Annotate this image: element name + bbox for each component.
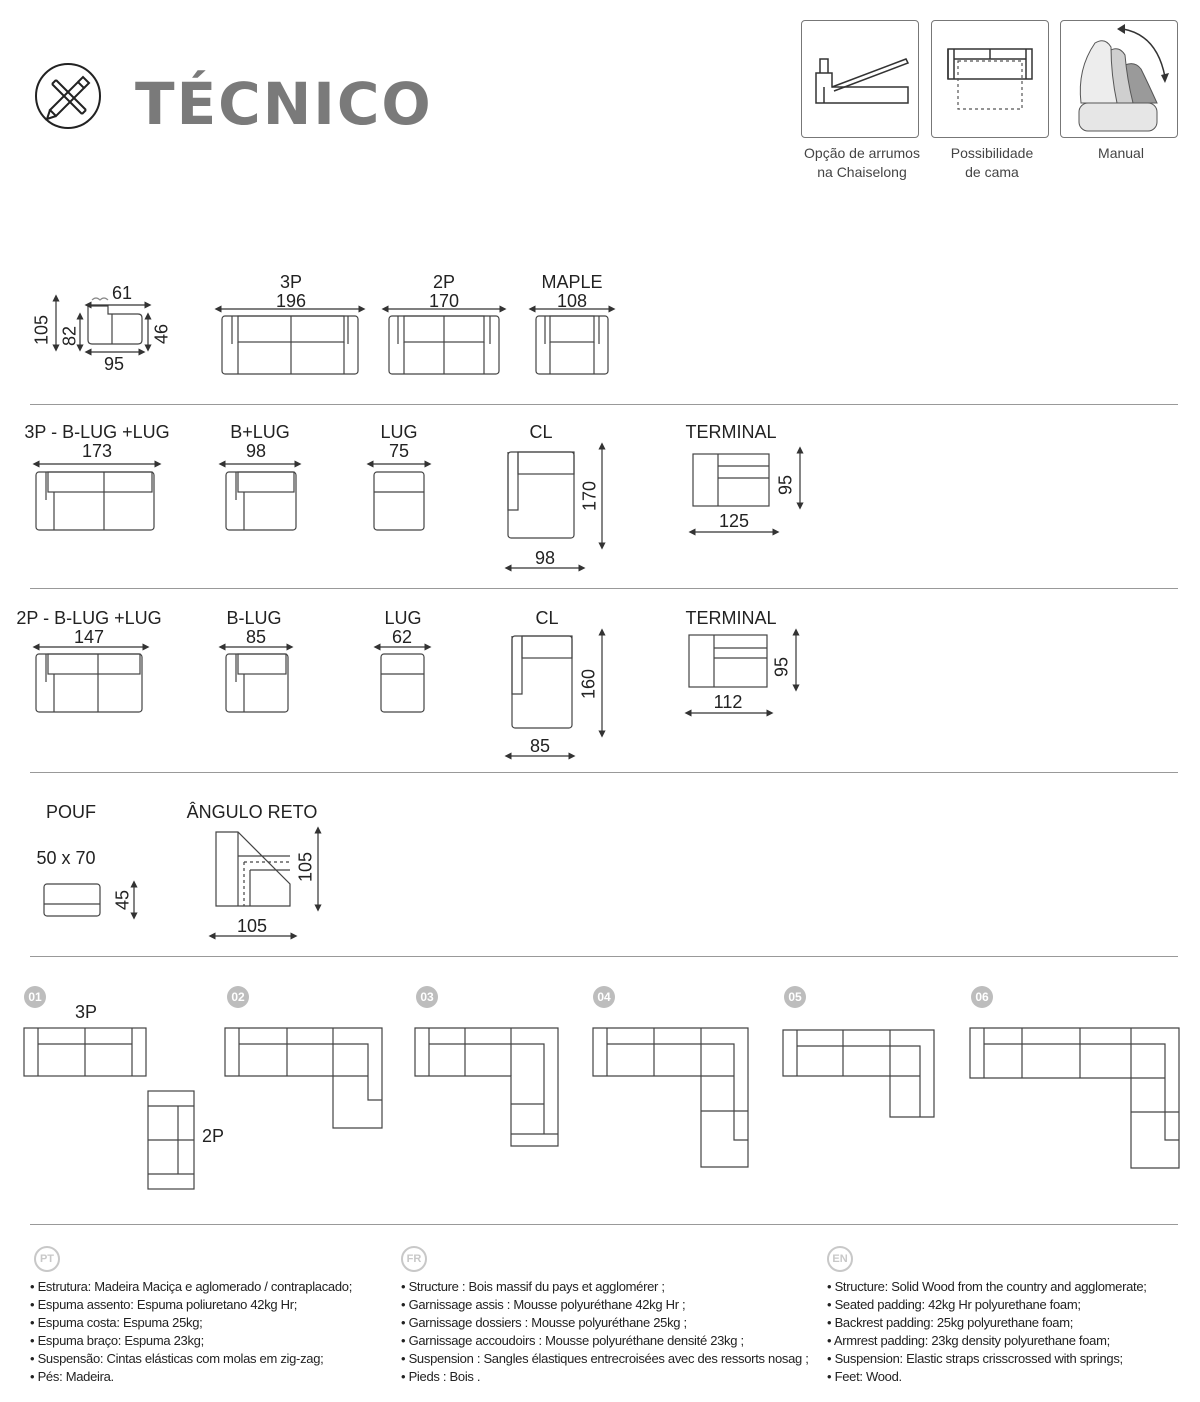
item-lug-name: LUG <box>380 422 418 442</box>
item-cl-width: 98 <box>534 548 556 568</box>
b-lug-85-drawing <box>226 654 288 712</box>
chaiselong-160-drawing <box>512 636 572 728</box>
config-number-02: 02 <box>227 986 249 1008</box>
item-b-lug-85-name: B-LUG <box>226 608 282 628</box>
spec-line: • Structure : Bois massif du pays et agglomérer ; <box>401 1279 665 1294</box>
item-b-lug-name: B+LUG <box>230 422 290 442</box>
feature-bed-label: Possibilidade de cama <box>950 145 1034 180</box>
spec-line: • Suspensão: Cintas elásticas com molas em zig-zag; <box>30 1351 324 1366</box>
corner-name: ÂNGULO RETO <box>186 802 318 822</box>
sofa-2p-drawing <box>389 316 499 374</box>
spec-line: • Feet: Wood. <box>827 1369 902 1384</box>
terminal-112-drawing <box>689 635 767 687</box>
item-terminal-112-depth: 95 <box>771 656 792 678</box>
config-label-3p: 3P <box>74 1002 98 1022</box>
spec-line: • Pieds : Bois . <box>401 1369 481 1384</box>
item-cl-name: CL <box>529 422 553 442</box>
side-height-value: 105 <box>31 314 52 346</box>
config-04-drawing <box>593 1028 748 1167</box>
item-lug-62-name: LUG <box>384 608 422 628</box>
config-05-drawing <box>783 1030 934 1117</box>
spec-line: • Backrest padding: 25kg polyurethane foam; <box>827 1315 1074 1330</box>
lang-badge-pt: PT <box>34 1246 60 1272</box>
section-divider <box>30 588 1178 589</box>
side-depth-value: 95 <box>103 354 125 374</box>
spec-line: • Garnissage assis : Mousse polyuréthane 42kg Hr ; <box>401 1297 686 1312</box>
config-06-drawing <box>970 1028 1179 1168</box>
spec-line: • Suspension : Sangles élastiques entrecroisées avec des ressorts nosag ; <box>401 1351 809 1366</box>
item-2p-blug-lug-width: 147 <box>73 627 105 647</box>
item-2p-width: 170 <box>428 291 460 311</box>
config-number-03: 03 <box>416 986 438 1008</box>
spec-list-en <box>827 1278 1147 1386</box>
item-terminal-width: 125 <box>718 511 750 531</box>
item-lug-width: 75 <box>388 441 410 461</box>
side-seat-value: 82 <box>59 325 80 347</box>
item-3p-blug-lug-width: 173 <box>81 441 113 461</box>
feature-manual-label: Manual <box>1098 145 1144 161</box>
chaiselong-drawing <box>508 452 574 538</box>
section-divider <box>30 1224 1178 1225</box>
spec-line: • Pés: Madeira. <box>30 1369 114 1384</box>
corner-width: 105 <box>236 916 268 936</box>
terminal-drawing <box>693 454 769 506</box>
sofa-3p-blug-lug-drawing <box>36 472 154 530</box>
spec-line: • Suspension: Elastic straps crisscrossed with springs; <box>827 1351 1123 1366</box>
item-2p-name: 2P <box>432 272 456 292</box>
page-title: TÉCNICO <box>135 70 433 138</box>
spec-list-pt <box>30 1278 352 1386</box>
item-terminal-name: TERMINAL <box>685 422 777 442</box>
armchair-maple-drawing <box>536 316 608 374</box>
spec-line: • Garnissage accoudoirs : Mousse polyuréthane densité 23kg ; <box>401 1333 744 1348</box>
spec-line: • Espuma assento: Espuma poliuretano 42kg Hr; <box>30 1297 298 1312</box>
item-lug-62-width: 62 <box>391 627 413 647</box>
item-maple-name: MAPLE <box>541 272 603 292</box>
feature-storage-label: Opção de arrumos na Chaiselong <box>804 145 920 180</box>
spec-line: • Espuma braço: Espuma 23kg; <box>30 1333 204 1348</box>
config-number-01: 01 <box>24 986 46 1008</box>
config-number-06: 06 <box>971 986 993 1008</box>
pouf-drawing <box>44 884 100 916</box>
config-number-05: 05 <box>784 986 806 1008</box>
lang-badge-fr: FR <box>401 1246 427 1272</box>
spec-line: • Structure: Solid Wood from the country and agglomerate; <box>827 1279 1147 1294</box>
lug-drawing <box>374 472 424 530</box>
item-b-lug-85-width: 85 <box>245 627 267 647</box>
item-terminal-112-width: 112 <box>713 692 743 712</box>
item-2p-blug-lug-name: 2P - B-LUG +LUG <box>16 608 162 628</box>
item-cl-160-name: CL <box>535 608 559 628</box>
spec-line: • Armrest padding: 23kg density polyurethane foam; <box>827 1333 1110 1348</box>
config-label-2p: 2P <box>201 1126 225 1146</box>
section-divider <box>30 404 1178 405</box>
item-terminal-depth: 95 <box>775 474 796 496</box>
corner-depth: 105 <box>295 851 316 883</box>
config-01-drawing <box>24 1028 194 1189</box>
b-lug-drawing <box>226 472 296 530</box>
section-divider <box>30 772 1178 773</box>
item-cl-160-width: 85 <box>529 736 551 756</box>
spec-line: • Garnissage dossiers : Mousse polyuréthane 25kg ; <box>401 1315 687 1330</box>
config-02-drawing <box>225 1028 382 1128</box>
item-maple-width: 108 <box>556 291 588 311</box>
item-terminal-112-name: TERMINAL <box>685 608 777 628</box>
section-divider <box>30 956 1178 957</box>
lug-62-drawing <box>381 654 424 712</box>
side-width-value: 61 <box>111 283 133 303</box>
item-cl-length: 170 <box>579 480 600 512</box>
side-arm-value: 46 <box>151 323 172 345</box>
item-3p-width: 196 <box>275 291 307 311</box>
sofa-2p-blug-lug-drawing <box>36 654 142 712</box>
pouf-size: 50 x 70 <box>36 848 96 868</box>
lang-badge-en: EN <box>827 1246 853 1272</box>
spec-line: • Estrutura: Madeira Maciça e aglomerado / contraplacado; <box>30 1279 353 1294</box>
right-angle-corner-drawing <box>216 832 290 906</box>
spec-line: • Seated padding: 42kg Hr polyurethane foam; <box>827 1297 1081 1312</box>
sofa-3p-drawing <box>222 316 358 374</box>
item-b-lug-width: 98 <box>245 441 267 461</box>
pouf-name: POUF <box>45 802 97 822</box>
item-cl-160-length: 160 <box>578 668 599 700</box>
config-number-04: 04 <box>593 986 615 1008</box>
item-3p-name: 3P <box>279 272 303 292</box>
spec-line: • Espuma costa: Espuma 25kg; <box>30 1315 203 1330</box>
pouf-height: 45 <box>112 889 133 911</box>
item-3p-blug-lug-name: 3P - B-LUG +LUG <box>24 422 170 442</box>
config-03-drawing <box>415 1028 558 1146</box>
spec-list-fr <box>401 1278 809 1386</box>
